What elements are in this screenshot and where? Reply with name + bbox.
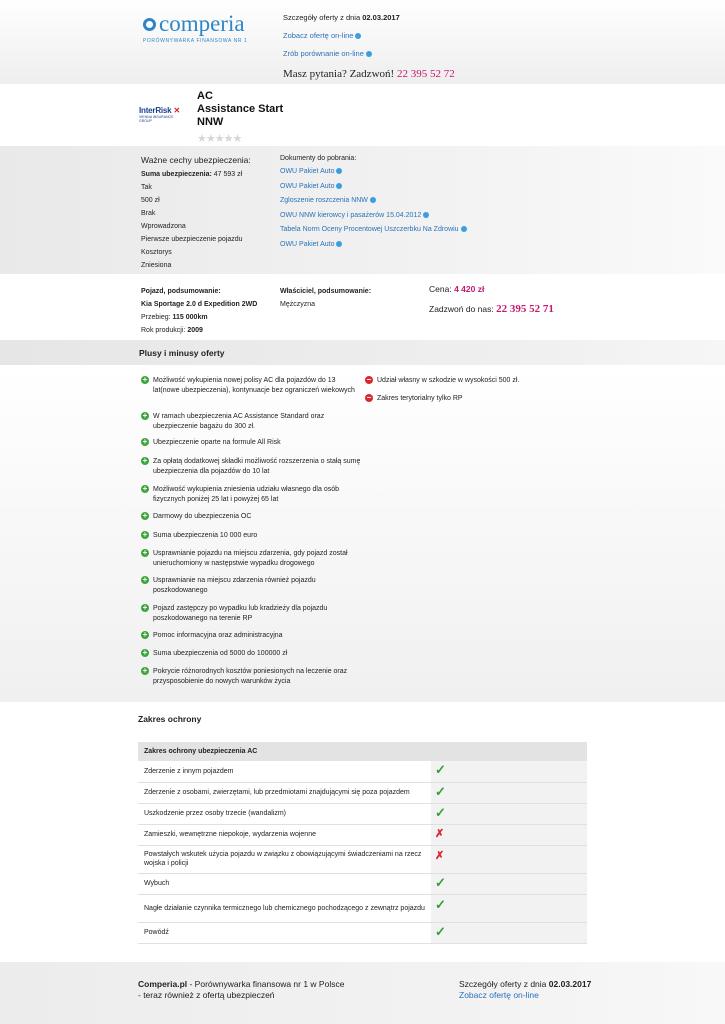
page-footer	[0, 962, 725, 1024]
offer-date: 02.03.2017	[362, 13, 400, 22]
offer-date-prefix: Szczegóły oferty z dnia	[283, 13, 361, 22]
rating-stars: ★★★★★	[197, 133, 242, 145]
product-title-line3: NNW	[197, 116, 224, 128]
price-value: 4 420 zł	[454, 284, 485, 294]
pro-item: + Pokrycie różnorodnych kosztów poniesionych na leczenie oraz przysposobienie do nowych warunków życia	[142, 666, 348, 685]
coverage-label: Zamieszki, wewnętrzne niepokoje, wydarzenia wojenne	[138, 824, 431, 845]
arrow-circle-icon	[336, 168, 342, 174]
document-link[interactable]: OWU NNW kierowcy i pasażerów 15.04.2012	[280, 210, 520, 225]
document-link[interactable]: OWU Pakiet Auto	[280, 166, 520, 181]
features-section	[0, 146, 725, 274]
coverage-label: Powstałych wskutek użycia pojazdu w związku z obowiązującymi świadczeniami na rzecz wojska i policji	[138, 845, 431, 873]
vehicle-label: Pojazd, podsumowanie:	[141, 288, 221, 295]
con-item: − Zakres terytorialny tylko RP	[366, 393, 463, 402]
interrisk-logo	[139, 106, 187, 124]
arrow-circle-icon	[423, 212, 429, 218]
coverage-label: Powódź	[138, 922, 431, 943]
arrow-circle-icon	[336, 183, 342, 189]
document-link[interactable]: Zgloszenie roszczenia NNW	[280, 195, 520, 210]
arrow-circle-icon	[366, 51, 372, 57]
check-icon: ✓	[435, 783, 446, 799]
owner-value: Mężczyzna	[280, 301, 316, 308]
con-item: − Udział własny w szkodzie w wysokości 500 zł.	[366, 375, 520, 384]
view-online-label[interactable]: Zobacz ofertę on-line	[283, 31, 354, 40]
footer-site[interactable]: Comperia.pl	[138, 979, 188, 989]
price-label: Cena:	[429, 284, 452, 294]
cross-icon: ✗	[435, 849, 445, 862]
year-value: 2009	[187, 327, 203, 334]
plus-icon: +	[142, 666, 148, 675]
offer-date-line	[283, 13, 455, 31]
owner-summary	[280, 286, 371, 312]
coverage-table-header: Zakres ochrony ubezpieczenia AC	[138, 742, 587, 761]
check-icon: ✓	[435, 804, 446, 820]
document-link[interactable]: OWU Pakiet Auto	[280, 181, 520, 196]
check-icon: ✓	[435, 874, 446, 890]
table-row	[138, 803, 587, 824]
feature-item: Wprowadzona	[141, 223, 186, 230]
table-row	[138, 894, 587, 922]
plus-icon: +	[142, 511, 148, 520]
questions-text: Masz pytania? Zadzwoń!	[283, 68, 395, 80]
table-row	[138, 761, 587, 782]
footer-view-online-link[interactable]: Zobacz ofertę on-line	[459, 990, 539, 1000]
year-label: Rok produkcji:	[141, 327, 186, 334]
call-phone[interactable]: 22 395 52 71	[496, 303, 554, 315]
pro-item: + Suma ubezpieczenia od 5000 do 100000 zł	[142, 648, 288, 657]
pro-item: + Usprawnianie na miejscu zdarzenia również pojazdu poszkodowanego	[142, 575, 316, 594]
coverage-label: Uszkodzenie przez osoby trzecie (wandalizm)	[138, 803, 431, 824]
arrow-circle-icon	[461, 226, 467, 232]
pro-item: + Pomoc informacyjna oraz administracyjna	[142, 630, 283, 639]
plus-icon: +	[142, 548, 148, 557]
plus-icon: +	[142, 456, 148, 465]
documents-title: Dokumenty do pobrania:	[280, 155, 357, 162]
footer-offer	[459, 979, 591, 1001]
plus-icon: +	[142, 375, 148, 384]
pro-item: + Ubezpieczenie oparte na formule All Risk	[142, 437, 281, 446]
plus-icon: +	[142, 603, 148, 612]
view-online-link[interactable]	[283, 31, 455, 49]
feature-item: Kosztorys	[141, 249, 172, 256]
call-label: Zadzwoń do nas:	[429, 304, 494, 314]
coverage-label: Wybuch	[138, 873, 431, 894]
plus-icon: +	[142, 530, 148, 539]
comperia-logo-icon	[143, 18, 156, 31]
coverage-title: Zakres ochrony	[138, 714, 202, 724]
arrow-circle-icon	[355, 33, 361, 39]
documents-list	[280, 155, 520, 253]
coverage-label: Zderzenie z innym pojazdem	[138, 761, 431, 782]
plus-icon: +	[142, 437, 148, 446]
document-link[interactable]: Tabela Norm Oceny Procentowej Uszczerbku Na Zdrowiu	[280, 224, 520, 239]
plus-icon: +	[142, 630, 148, 639]
header-info	[283, 13, 455, 80]
check-icon: ✓	[435, 762, 446, 778]
plus-icon: +	[142, 648, 148, 657]
owner-label: Właściciel, podsumowanie:	[280, 288, 372, 295]
footer-info	[138, 979, 344, 1001]
plus-icon: +	[142, 411, 148, 420]
page-header	[0, 0, 725, 84]
arrow-circle-icon	[336, 241, 342, 247]
pro-item: + Suma ubezpieczenia 10 000 euro	[142, 530, 258, 539]
vehicle-summary	[141, 286, 276, 338]
compare-online-link[interactable]	[283, 49, 455, 67]
footer-text2: - teraz również z ofertą ubezpieczeń	[138, 990, 275, 1000]
pros-cons-body	[0, 365, 725, 702]
pro-item: + Pojazd zastępczy po wypadku lub kradzieży dla pojazdu poszkodowanego na terenie RP	[142, 603, 328, 622]
header-phone-number[interactable]: 22 395 52 72	[396, 68, 455, 80]
product-title-line2: Assistance Start	[197, 103, 284, 115]
feature-item: 500 zł	[141, 197, 160, 204]
table-row	[138, 782, 587, 803]
product-title-line1: AC	[197, 90, 213, 102]
plus-icon: +	[142, 484, 148, 493]
price-box	[429, 284, 554, 315]
product-title	[197, 90, 317, 129]
summary-section	[0, 274, 725, 340]
vehicle-model: Kia Sportage 2.0 d Expedition 2WD	[141, 301, 258, 308]
insurer-brand: InterRisk	[139, 106, 172, 115]
pro-item: + Możliwość wykupienia zniesienia udziału własnego dla osób fizycznych poniżej 25 lat i powyżej 65 lat	[142, 484, 339, 503]
check-icon: ✓	[435, 896, 446, 912]
logo-text: comperia	[159, 11, 245, 36]
table-row	[138, 824, 587, 845]
pro-item: + Możliwość wykupienia nowej polisy AC dla pojazdów do 13 lat(nowe ubezpieczenia), kontynuacje bez ograniczeń wiekowych	[142, 375, 355, 394]
insurer-section	[0, 84, 725, 146]
sum-value: 47 593 zł	[213, 171, 243, 178]
feature-item: Zniesiona	[141, 262, 172, 269]
plus-icon: +	[142, 575, 148, 584]
footer-offer-prefix: Szczegóły oferty z dnia	[459, 979, 547, 989]
table-row	[138, 922, 587, 943]
coverage-table	[138, 742, 587, 944]
logo-tagline: PORÓWNYWARKA FINANSOWA NR 1	[143, 38, 248, 44]
footer-offer-date: 02.03.2017	[548, 979, 592, 989]
insurer-brand-sub: VIENNA INSURANCE GROUP	[139, 115, 174, 123]
minus-icon: −	[366, 393, 372, 402]
sum-label: Suma ubezpieczenia:	[141, 171, 212, 178]
compare-online-label[interactable]: Zrób porównanie on-line	[283, 49, 364, 58]
document-link[interactable]: OWU Pakiet Auto	[280, 239, 520, 254]
minus-icon: −	[366, 375, 372, 384]
features-title: Ważne cechy ubezpieczenia:	[141, 155, 251, 165]
arrow-circle-icon	[370, 197, 376, 203]
pros-cons-title: Plusy i minusy oferty	[139, 348, 225, 358]
feature-item: Brak	[141, 210, 156, 217]
insurer-flag-icon: ✕	[171, 106, 180, 115]
pros-cons-header	[0, 340, 725, 365]
table-row	[138, 873, 587, 894]
pro-item: + Za opłatą dodatkowej składki możliwość rozszerzenia o stałą sumę ubezpieczenia dla pojazdów do 10 lat	[142, 456, 361, 475]
features-list	[141, 155, 271, 273]
header-phone-line	[283, 68, 455, 80]
sum-insured	[141, 169, 271, 182]
comperia-logo[interactable]	[143, 12, 255, 44]
pro-item: + W ramach ubezpieczenia AC Assistance Standard oraz ubezpieczenie bagażu do 300 zł.	[142, 411, 325, 430]
feature-item: Tak	[141, 184, 152, 191]
coverage-label: Nagłe działanie czynnika termicznego lub chemicznego pochodzącego z zewnątrz pojazdu	[138, 894, 431, 922]
coverage-label: Zderzenie z osobami, zwierzętami, lub przedmiotami znajdującymi się poza pojazdem	[138, 782, 431, 803]
footer-text1: - Porównywarka finansowa nr 1 w Polsce	[187, 979, 345, 989]
check-icon: ✓	[435, 923, 446, 939]
cross-icon: ✗	[435, 828, 445, 840]
mileage-value: 115 000km	[172, 314, 208, 321]
coverage-header-row	[138, 742, 587, 761]
pro-item: + Usprawnianie pojazdu na miejscu zdarzenia, gdy pojazd został unieruchomiony w następstwie wypadku drogowego	[142, 548, 348, 567]
table-row	[138, 845, 587, 873]
pro-item: + Darmowy do ubezpieczenia OC	[142, 511, 252, 520]
feature-item: Pierwsze ubezpieczenie pojazdu	[141, 236, 243, 243]
mileage-label: Przebieg:	[141, 314, 171, 321]
